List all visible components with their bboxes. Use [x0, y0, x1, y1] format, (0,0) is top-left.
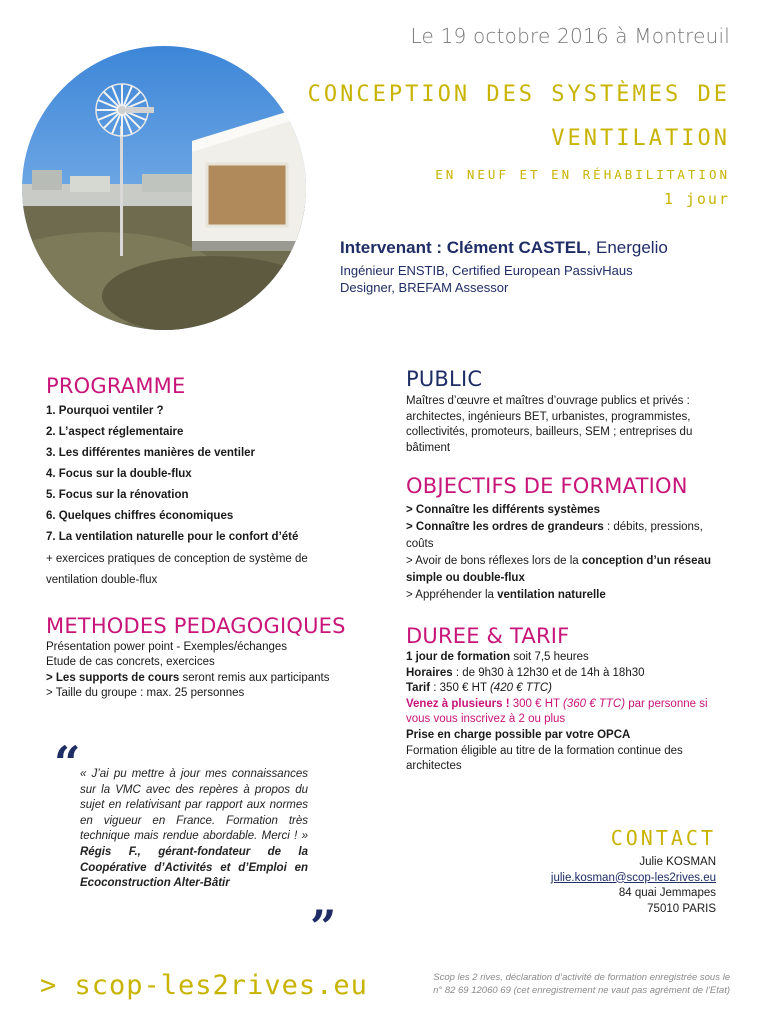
methodes-line: Etude de cas concrets, exercices	[46, 656, 215, 669]
quote-author: Régis F., gérant-fondateur de la Coopérative d’Activités et d’Emploi en Ecoconstruction Alter-Bâtir	[80, 845, 308, 890]
quote-text: « J’ai pu mettre à jour mes connaissances sur la VMC avec des repères à propos du sujet en relativisant par rapport aux normes en vigueur en France. Formation très technique mais rendue abordable. Merci ! »	[80, 768, 308, 843]
programme-list	[46, 404, 356, 551]
contact-block	[551, 855, 716, 917]
duree-duration-rest: soit 7,5 heures	[510, 651, 589, 663]
methodes-line: > Taille du groupe : max. 25 personnes	[46, 687, 245, 700]
methodes-heading: METHODES PEDAGOGIQUES	[46, 614, 346, 638]
objectif-text-rest: : débits, pressions, coûts	[406, 521, 703, 550]
programme-item: 1. Pourquoi ventiler ?	[46, 405, 164, 417]
methodes-body	[46, 640, 346, 702]
duree-heading: DUREE & TARIF	[406, 624, 570, 648]
testimonial-quote	[80, 767, 308, 892]
duree-opca: Prise en charge possible par votre OPCA	[406, 728, 631, 741]
programme-extra: + exercices pratiques de conception de système de ventilation double-flux	[46, 553, 308, 586]
programme-item: 6. Quelques chiffres économiques	[46, 510, 234, 522]
contact-heading: CONTACT	[610, 826, 716, 850]
methodes-line: Présentation power point - Exemples/échanges	[46, 641, 288, 653]
programme-item: 5. Focus sur la rénovation	[46, 489, 189, 501]
objectif-item	[406, 502, 726, 519]
contact-city: 75010 PARIS	[647, 902, 716, 915]
objectifs-heading: OBJECTIFS DE FORMATION	[406, 474, 688, 498]
methodes-supports-rest: seront remis aux participants	[179, 671, 330, 684]
duree-price-ttc: (420 € TTC)	[489, 682, 552, 695]
objectif-text-bold: ventilation naturelle	[497, 589, 606, 601]
duree-eligibility: Formation éligible au titre de la formation continue des architectes	[406, 744, 683, 773]
duree-hours-label: Horaires	[406, 666, 453, 679]
objectif-item	[406, 553, 726, 587]
contact-name: Julie KOSMAN	[639, 856, 716, 868]
title-line-1: CONCEPTION DES SYSTÈMES DE	[307, 82, 730, 107]
methodes-line	[46, 671, 346, 686]
speaker-role-line-1: Ingénieur ENSTIB, Certified European PassivHaus	[340, 263, 633, 278]
contact-email-link[interactable]: julie.kosman@scop-les2rives.eu	[550, 871, 716, 884]
contact-address: 84 quai Jemmapes	[618, 887, 716, 899]
duree-group-price: 300 € HT	[509, 697, 564, 710]
objectif-text: > Appréhender la	[406, 589, 498, 601]
speaker-company: , Energelio	[586, 238, 668, 257]
subtitle: EN NEUF ET EN RÉHABILITATION	[435, 167, 730, 182]
programme-item: 3. Les différentes manières de ventiler	[46, 447, 256, 459]
duree-group-offer: Venez à plusieurs !	[406, 697, 510, 710]
objectif-text: > Connaître les différents systèmes	[406, 504, 600, 516]
speaker-role-line-2: Designer, BREFAM Assessor	[340, 280, 509, 295]
speaker	[340, 238, 668, 258]
programme-item: 7. La ventilation naturelle pour le confort d’été	[46, 531, 299, 543]
speaker-role	[340, 262, 720, 296]
duree-body	[406, 650, 726, 775]
duree-group-condition: par personne si vous vous inscrivez à 2 ou plus	[406, 697, 708, 726]
objectif-item	[406, 587, 726, 604]
photo-illustration	[22, 46, 306, 330]
event-date: Le 19 octobre 2016 à Montreuil	[410, 24, 730, 48]
objectif-text: > Connaître les ordres de grandeurs	[406, 521, 604, 533]
quote-close-icon: ”	[310, 900, 337, 954]
public-text: Maîtres d’œuvre et maîtres d’ouvrage publics et privés : architectes, ingénieurs BET, urbanistes, programmistes, collectivités, promoteurs, bailleurs, SEM ; entreprises du bâtiment	[406, 395, 693, 454]
speaker-name: Intervenant : Clément CASTEL	[340, 238, 587, 257]
duration: 1 jour	[663, 190, 730, 208]
duree-price: : 350 € HT	[430, 682, 490, 695]
programme-heading: PROGRAMME	[46, 374, 186, 398]
header-photo-wind-turbine	[22, 46, 306, 330]
public-heading: PUBLIC	[406, 367, 483, 391]
duree-duration: 1 jour de formation	[406, 651, 511, 663]
registration-note: Scop les 2 rives, déclaration d’activité de formation enregistrée sous le n° 82 69 12060 69 (cet enregistrement ne vaut pas agrément de l’Etat)	[433, 972, 730, 996]
title-line-2: VENTILATION	[551, 126, 730, 151]
objectif-text-bold: conception d’un réseau simple ou double-flux	[406, 555, 711, 584]
duree-price-label: Tarif	[406, 682, 431, 695]
duree-hours: : de 9h30 à 12h30 et de 14h à 18h30	[452, 666, 645, 679]
duree-group-price-ttc: (360 € TTC)	[563, 697, 626, 710]
objectifs-list	[406, 502, 726, 604]
programme-item: 2. L’aspect réglementaire	[46, 426, 184, 438]
objectif-text: > Avoir de bons réflexes lors de la	[406, 555, 582, 567]
objectif-item	[406, 519, 726, 553]
programme-item: 4. Focus sur la double-flux	[46, 468, 192, 480]
quote-open-icon: “	[54, 736, 81, 790]
methodes-supports: > Les supports de cours	[46, 671, 180, 684]
website-link[interactable]: > scop-les2rives.eu	[40, 970, 368, 1001]
